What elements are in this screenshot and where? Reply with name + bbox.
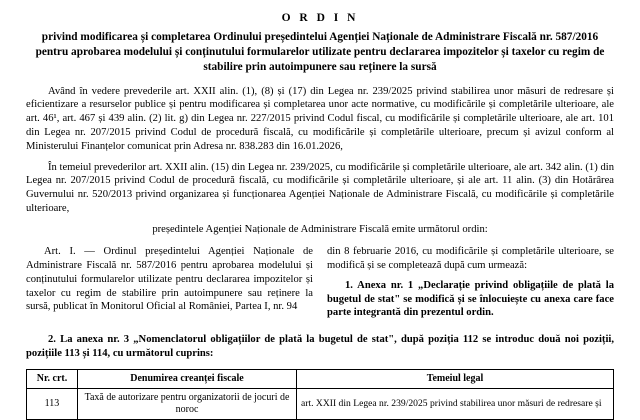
document-subtitle: privind modificarea și completarea Ordinului președintelui Agenției Naționale de Administrare Fiscală nr. 587/2016 pentru aprobarea modelului și conținutului formularelor utilizate pentru declararea impozitelor și taxelor cu regim de stabilire prin autoimpunere sau reținere la sursă (35, 31, 605, 73)
table-header-row (27, 369, 614, 388)
article-1-paragraph: Art. I. — Ordinul președintelui Agenției Naționale de Administrare Fiscală nr. 587/2016 pentru aprobarea modelului și conținutului formularelor utilizate pentru declararea impozitelor și taxelor cu regim de stabilire prin autoimpunere sau reținere la sursă, publicat în Monitorul Oficial al României, Partea I, nr. 94 (26, 246, 313, 313)
nomenclature-table (26, 369, 614, 420)
amendment-item-1: 1. Anexa nr. 1 „Declarație privind obligațiile de plată la bugetul de stat" se modifică și se înlocuiește cu anexa care face parte integrantă din prezentul ordin. (327, 279, 614, 319)
two-column-body (26, 245, 614, 326)
body-column-right (327, 245, 614, 326)
body-column-left (26, 245, 313, 326)
table-row (27, 388, 614, 419)
preamble-paragraph-1: Având în vedere prevederile art. XXII alin. (1), (8) și (17) din Legea nr. 239/2025 privind stabilirea unor măsuri de redresare și eficientizare a resurselor publice și pentru modificarea și completarea unor acte normative, cu modificările și completările ulterioare, ale art. 46¹, art. 467 și 439 alin. (2) lit. g) din Legea nr. 227/2015 privind Codul fiscal, cu modificările și completările ulterioare, ale art. 101 din Legea nr. 207/2015 privind Codul de procedură fiscală, cu modificările și completările ulterioare, precum și avizul conform al Ministerului Finanțelor comunicat prin Adresa nr. 838.283 din 16.01.2026, (26, 85, 614, 152)
issuer-line: președintele Agenției Naționale de Administrare Fiscală emite următorul ordin: (152, 223, 488, 235)
table-intro-paragraph: 2. La anexa nr. 3 „Nomenclatorul obligațiilor de plată la bugetul de stat", după poziția 112 se introduc două noi poziții, pozițiile 113 și 114, cu următorul cuprins: (26, 334, 614, 359)
table-cell-name: Taxă de autorizare pentru organizatorii de jocuri de noroc (78, 388, 297, 419)
table-header-legal: Temeiul legal (297, 369, 614, 388)
table-cell-nr: 113 (27, 388, 78, 419)
table-cell-legal: art. XXII din Legea nr. 239/2025 privind stabilirea unor măsuri de redresare și (297, 388, 614, 419)
page-title: O R D I N (281, 12, 359, 24)
table-header-nr: Nr. crt. (27, 369, 78, 388)
article-1-continuation: din 8 februarie 2016, cu modificările și completările ulterioare, se modifică și se completează după cum urmează: (327, 246, 614, 272)
table-header-name: Denumirea creanței fiscale (78, 369, 297, 388)
preamble-paragraph-2: În temeiul prevederilor art. XXII alin. (15) din Legea nr. 239/2025, cu modificările și completările ulterioare, ale art. 342 alin. (1) din Legea nr. 207/2015 privind Codul de procedură fiscală, cu modificările și completările ulterioare, și ale art. 11 alin. (3) din Hotărârea Guvernului nr. 520/2013 privind organizarea și funcționarea Agenției Naționale de Administrare Fiscală, cu modificările și completările ulterioare, (26, 161, 614, 214)
